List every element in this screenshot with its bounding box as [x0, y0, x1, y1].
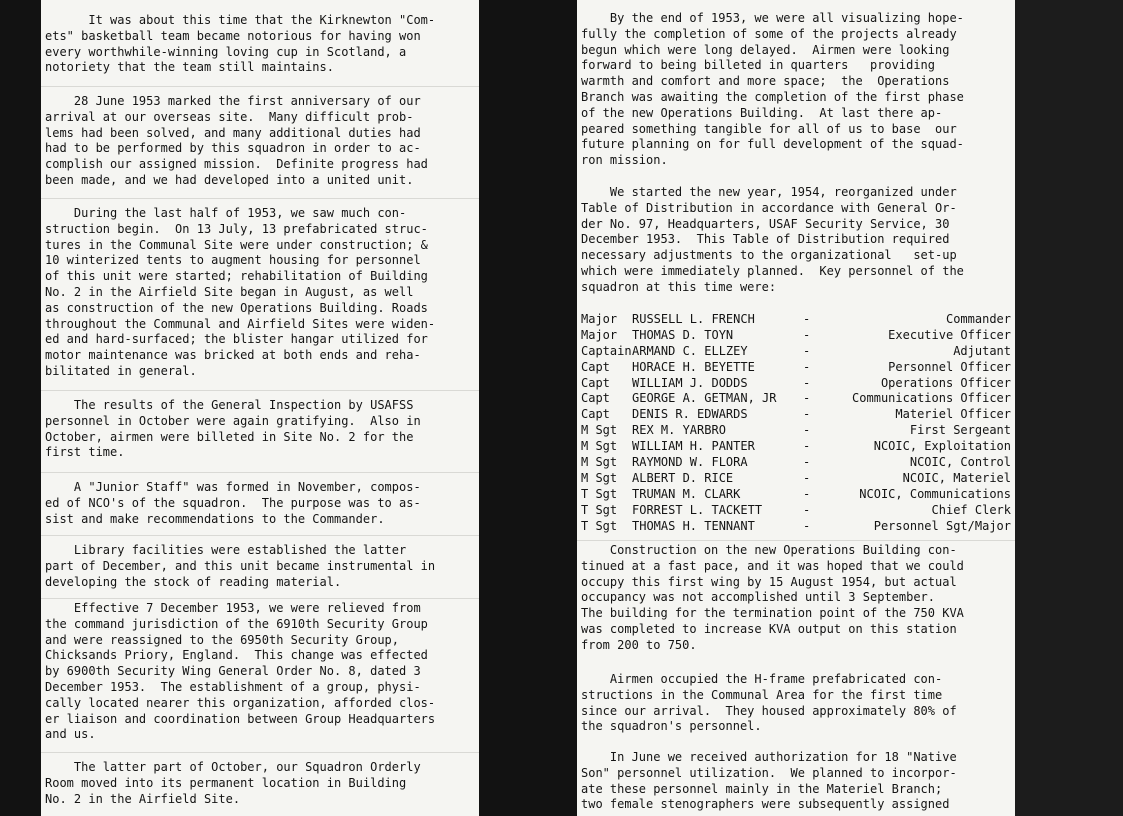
left-paragraph-3 [41, 206, 479, 380]
rank-text: Capt [581, 407, 610, 422]
text-line: ets" basketball team became notorious for having won [45, 28, 421, 43]
text-line: sist and make recommendations to the Commander. [45, 511, 385, 526]
dash-separator: - [803, 502, 811, 517]
text-line: throughout the Communal and Airfield Sites were widen- [45, 316, 436, 331]
text-line: of this unit were started; rehabilitation of Building [45, 269, 428, 284]
paste-seam [41, 390, 479, 391]
rank-text: Capt [581, 359, 610, 374]
rank-text: T Sgt [581, 486, 618, 501]
right-lower-paragraph-1 [577, 543, 1015, 654]
text-line: fully the completion of some of the projects already [581, 26, 957, 41]
rank-text: Capt [581, 375, 610, 390]
dash-separator: - [803, 518, 811, 533]
text-line: as construction of the new Operations Building. Roads [45, 300, 428, 315]
text-line: tinued at a fast pace, and it was hoped that we could [581, 558, 964, 573]
text-line: No. 2 in the Airfield Site. [45, 791, 241, 806]
left-paragraph-4 [41, 398, 479, 461]
text-line: forward to being billeted in quarters providing [581, 58, 936, 73]
duty-title: NCOIC, Communications [859, 486, 1011, 501]
text-line: occupy this first wing by 15 August 1954, but actual [581, 574, 957, 589]
person-name: ALBERT D. RICE [632, 470, 734, 485]
text-line: The building for the termination point of the 750 KVA [581, 606, 964, 621]
left-paragraph-7 [41, 601, 479, 743]
dash-separator: - [803, 391, 811, 406]
rank-text: T Sgt [581, 518, 618, 533]
roster-row [581, 471, 1011, 487]
text-line: 10 winterized tents to augment housing for personnel [45, 253, 421, 268]
text-line: two female stenographers were subsequently assigned [581, 797, 950, 812]
text-line: motor maintenance was bricked at both ends and reha- [45, 348, 421, 363]
text-line: Construction on the new Operations Building con- [581, 543, 957, 557]
text-line: Son" personnel utilization. We planned to incorpor- [581, 765, 957, 780]
text-line: every worthwhile-winning loving cup in Scotland, a [45, 44, 407, 59]
dash-separator: - [803, 439, 811, 454]
text-line: December 1953. This Table of Distribution required [581, 232, 950, 247]
left-paragraph-8 [41, 760, 479, 807]
right-paragraph-1 [577, 11, 1015, 169]
roster-row [581, 360, 1011, 376]
rank-text: M Sgt [581, 439, 618, 454]
text-line: ate these personnel mainly in the Materiel Branch; [581, 781, 943, 796]
paste-seam [41, 86, 479, 87]
text-line: warmth and comfort and more space; the Operations [581, 74, 950, 89]
text-line: Chicksands Priory, England. This change was effected [45, 648, 428, 663]
text-line: struction begin. On 13 July, 13 prefabricated struc- [45, 221, 428, 236]
dash-separator: - [803, 407, 811, 422]
dash-separator: - [803, 486, 811, 501]
dash-separator: - [803, 470, 811, 485]
person-name: WILLIAM H. PANTER [632, 439, 755, 454]
text-line: the squadron's personnel. [581, 719, 762, 734]
text-line: begun which were long delayed. Airmen were looking [581, 42, 950, 57]
dash-separator: - [803, 343, 811, 358]
rank-text: Captain [581, 343, 632, 358]
text-line: The latter part of October, our Squadron Orderly [45, 760, 421, 774]
duty-title: Operations Officer [880, 375, 1011, 390]
text-line: developing the stock of reading material. [45, 574, 342, 589]
right-typed-page [577, 0, 1015, 816]
duty-title: NCOIC, Materiel [902, 470, 1011, 485]
right-paragraph-2 [577, 185, 1015, 296]
duty-title: Chief Clerk [931, 502, 1011, 517]
text-line: Library facilities were established the latter [45, 543, 407, 557]
roster-row [581, 376, 1011, 392]
duty-title: NCOIC, Control [909, 455, 1011, 470]
text-line: structions in the Communal Area for the first time [581, 687, 943, 702]
text-line: arrival at our overseas site. Many difficult prob- [45, 109, 414, 124]
text-line: er liaison and coordination between Group Headquarters [45, 711, 436, 726]
rank-text: M Sgt [581, 423, 618, 438]
text-line: December 1953. The establishment of a group, physi- [45, 679, 421, 694]
text-line: We started the new year, 1954, reorganized under [581, 185, 957, 199]
text-line: of the new Operations Building. At last there ap- [581, 105, 943, 120]
person-name: DENIS R. EDWARDS [632, 407, 748, 422]
duty-title: First Sergeant [909, 423, 1011, 438]
text-line: Airmen occupied the H-frame prefabricated con- [581, 672, 943, 686]
left-typed-page [41, 0, 479, 816]
rank-text: Capt [581, 391, 610, 406]
text-line: was completed to increase KVA output on this station [581, 621, 957, 636]
dash-separator: - [803, 423, 811, 438]
roster-row [581, 487, 1011, 503]
text-line: necessary adjustments to the organizational set-up [581, 248, 957, 263]
text-line: which were immediately planned. Key personnel of the [581, 263, 964, 278]
text-line: occupancy was not accomplished until 3 September. [581, 590, 936, 605]
person-name: GEORGE A. GETMAN, JR [632, 391, 777, 406]
text-line: 28 June 1953 marked the first anniversary of our [45, 94, 421, 108]
text-line: Branch was awaiting the completion of the first phase [581, 89, 964, 104]
text-line: lems had been solved, and many additional duties had [45, 125, 421, 140]
rank-text: M Sgt [581, 470, 618, 485]
text-line: The results of the General Inspection by USAFSS [45, 398, 414, 412]
rank-text: Major [581, 312, 618, 326]
dash-separator: - [803, 375, 811, 390]
roster-row [581, 344, 1011, 360]
text-line: It was about this time that the Kirknewton "Com- [45, 13, 436, 27]
duty-title: Personnel Sgt/Major [873, 518, 1011, 533]
paste-seam [41, 198, 479, 199]
text-line: Effective 7 December 1953, we were relieved from [45, 601, 421, 615]
person-name: WILLIAM J. DODDS [632, 375, 748, 390]
text-line: notoriety that the team still maintains. [45, 60, 334, 75]
text-line: and were reassigned to the 6950th Security Group, [45, 632, 400, 647]
person-name: HORACE H. BEYETTE [632, 359, 755, 374]
text-line: cally located nearer this organization, afforded clos- [45, 695, 436, 710]
duty-title: NCOIC, Exploitation [873, 439, 1011, 454]
text-line: By the end of 1953, we were all visualizing hope- [581, 11, 964, 25]
roster-row [581, 312, 1011, 328]
person-name: TRUMAN M. CLARK [632, 486, 741, 501]
paste-seam [41, 472, 479, 473]
key-personnel-roster [581, 312, 1011, 534]
text-line: been made, and we had developed into a united unit. [45, 172, 414, 187]
text-line: bilitated in general. [45, 363, 197, 378]
rank-text: Major [581, 327, 618, 342]
rank-text: M Sgt [581, 455, 618, 470]
duty-title: Personnel Officer [888, 359, 1011, 374]
dash-separator: - [803, 327, 811, 342]
rank-text: T Sgt [581, 502, 618, 517]
text-line: peared something tangible for all of us to base our [581, 121, 957, 136]
person-name: RAYMOND W. FLORA [632, 455, 748, 470]
text-line: future planning on for full development of the squad- [581, 137, 964, 152]
text-line: ed and hard-surfaced; the blister hangar utilized for [45, 332, 428, 347]
binder-edge [1015, 0, 1123, 816]
paste-seam [577, 540, 1015, 541]
text-line: No. 2 in the Airfield Site began in August, as well [45, 284, 414, 299]
text-line: ed of NCO's of the squadron. The purpose was to as- [45, 495, 421, 510]
text-line: ron mission. [581, 153, 668, 168]
roster-row [581, 328, 1011, 344]
paste-seam [41, 598, 479, 599]
person-name: FORREST L. TACKETT [632, 502, 763, 517]
text-line: squadron at this time were: [581, 279, 777, 294]
duty-title: Communications Officer [852, 391, 1011, 406]
text-line: by 6900th Security Wing General Order No. 8, dated 3 [45, 664, 421, 679]
left-paragraph-5 [41, 480, 479, 527]
text-line: personnel in October were again gratifying. Also in [45, 413, 421, 428]
text-line: der No. 97, Headquarters, USAF Security Service, 30 [581, 216, 950, 231]
text-line: had to be performed by this squadron in order to ac- [45, 141, 421, 156]
text-line: During the last half of 1953, we saw much con- [45, 206, 407, 220]
left-paragraph-6 [41, 543, 479, 590]
text-line: part of December, and this unit became instrumental in [45, 558, 436, 573]
text-line: In June we received authorization for 18 "Native [581, 750, 957, 764]
duty-title: Commander [945, 312, 1011, 326]
text-line: first time. [45, 445, 125, 460]
dash-separator: - [803, 455, 811, 470]
duty-title: Materiel Officer [895, 407, 1011, 422]
text-line: Table of Distribution in accordance with General Or- [581, 200, 957, 215]
paste-seam [41, 752, 479, 753]
text-line: and us. [45, 727, 96, 742]
duty-title: Adjutant [953, 343, 1011, 358]
roster-row [581, 455, 1011, 471]
person-name: RUSSELL L. FRENCH [632, 312, 755, 326]
roster-row [581, 439, 1011, 455]
text-line: complish our assigned mission. Definite progress had [45, 157, 428, 172]
text-line: the command jurisdiction of the 6910th Security Group [45, 616, 428, 631]
person-name: THOMAS D. TOYN [632, 327, 734, 342]
paste-seam [41, 535, 479, 536]
right-lower-paragraph-3 [577, 750, 1015, 813]
left-paragraph-2 [41, 94, 479, 189]
text-line: since our arrival. They housed approximately 80% of [581, 703, 957, 718]
person-name: ARMAND C. ELLZEY [632, 343, 748, 358]
text-line: October, airmen were billeted in Site No. 2 for the [45, 429, 414, 444]
left-paragraph-1 [41, 13, 479, 76]
right-lower-paragraph-2 [577, 672, 1015, 735]
roster-row [581, 503, 1011, 519]
roster-row [581, 391, 1011, 407]
person-name: REX M. YARBRO [632, 423, 726, 438]
text-line: tures in the Communal Site were under construction; & [45, 237, 428, 252]
dash-separator: - [803, 359, 811, 374]
dash-separator: - [803, 312, 811, 326]
roster-row [581, 407, 1011, 423]
text-line: A "Junior Staff" was formed in November, compos- [45, 480, 421, 494]
roster-row [581, 423, 1011, 439]
duty-title: Executive Officer [888, 327, 1011, 342]
person-name: THOMAS H. TENNANT [632, 518, 755, 533]
text-line: Room moved into its permanent location in Building [45, 775, 407, 790]
roster-row [581, 519, 1011, 535]
text-line: from 200 to 750. [581, 637, 697, 652]
